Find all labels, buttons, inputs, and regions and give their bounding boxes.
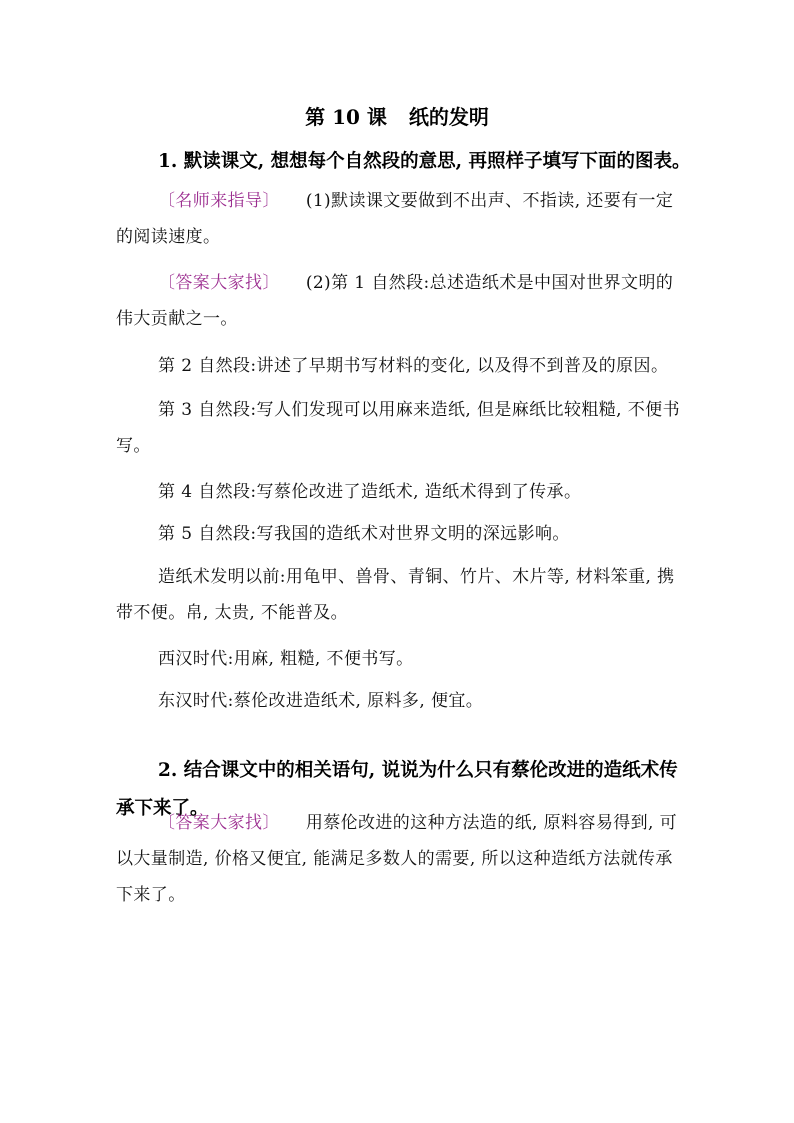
para4-summary: 第 4 自然段:写蔡伦改进了造纸术, 造纸术得到了传承。	[158, 482, 582, 502]
lesson-number: 第 10 课	[305, 105, 387, 129]
lesson-name: 纸的发明	[408, 105, 489, 129]
answer-text-2: 用蔡伦改进的这种方法造的纸, 原料容易得到, 可以大量制造, 价格又便宜, 能满足多数人的需要, 所以这种造纸方法就传承下来了。	[116, 813, 678, 905]
question-1: 1. 默读课文, 想想每个自然段的意思, 再照样子填写下面的图表。	[158, 151, 691, 172]
guide-tag: 〔名师来指导〕	[158, 191, 280, 211]
west-han-era: 西汉时代:用麻, 粗糙, 不便书写。	[158, 649, 414, 669]
guide-text: (1)默读课文要做到不出声、不指读, 还要有一定的阅读速度。	[116, 191, 674, 247]
para2-summary: 第 2 自然段:讲述了早期书写材料的变化, 以及得不到普及的原因。	[158, 356, 669, 376]
lesson-title	[0, 100, 794, 134]
answer-paragraph-2	[116, 805, 686, 913]
para5-summary: 第 5 自然段:写我国的造纸术对世界文明的深远影响。	[158, 524, 570, 544]
east-han-era: 东汉时代:蔡伦改进造纸术, 原料多, 便宜。	[158, 691, 484, 711]
answer-tag-1: 〔答案大家找〕	[158, 273, 280, 293]
before-invention: 造纸术发明以前:用龟甲、兽骨、青铜、竹片、木片等, 材料笨重, 携带不便。帛, 太贵, 不能普及。	[116, 567, 675, 623]
answer-paragraph-1	[116, 265, 686, 337]
para3-summary: 第 3 自然段:写人们发现可以用麻来造纸, 但是麻纸比较粗糙, 不便书写。	[116, 400, 680, 456]
answer-text-1: (2)第 1 自然段:总述造纸术是中国对世界文明的伟大贡献之一。	[116, 273, 674, 329]
guide-paragraph	[116, 183, 686, 255]
answer-tag-2: 〔答案大家找〕	[158, 813, 280, 833]
question-2: 2. 结合课文中的相关语句, 说说为什么只有蔡伦改进的造纸术传承下来了。	[116, 760, 678, 819]
